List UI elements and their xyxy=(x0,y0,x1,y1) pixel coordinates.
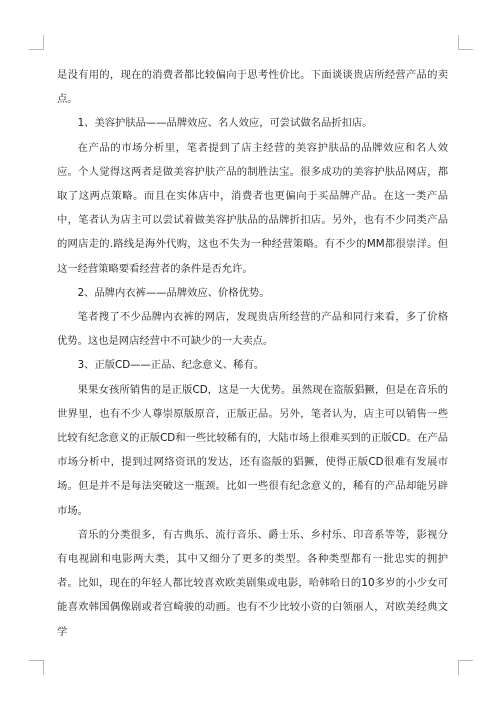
heading-cd: 3、正版CD——正品、纪念意义、稀有。 xyxy=(77,359,265,372)
crop-mark-top-left xyxy=(29,35,44,50)
paragraph-music-categories: 音乐的分类很多，有古典乐、流行音乐、爵士乐、乡村乐、印音系等等，影视分有电视剧和电影两大类，其中又细分了更多的类型。各种类型都有一批忠实的拥护者。比如，现在的年轻人都比较喜欢欧美剧集或电影，哈韩哈日的10多岁的小少女可能喜欢韩国偶像剧或者宫崎骏的动画。也有不少比较小资的白领丽人，对欧美经典文学 xyxy=(57,528,448,638)
heading-cosmetics: 1、美容护肤品——品牌效应、名人效应，可尝试做名品折扣店。 xyxy=(77,117,373,130)
crop-mark-bottom-right xyxy=(458,660,473,675)
paragraph-1: 是没有用的，现在的消费者都比较偏向于思考性价比。下面谈谈贵店所经营产品的卖点。 xyxy=(57,69,448,106)
paragraph-underwear: 笔者搜了不少品牌内衣裤的网店，发现贵店所经营的产品和同行来看，多了价格优势。这也是网店经营中不可缺少的一大卖点。 xyxy=(57,311,448,348)
heading-underwear: 2、品牌内衣裤——品牌效应、价格优势。 xyxy=(77,286,270,299)
crop-mark-bottom-left xyxy=(29,660,44,675)
crop-mark-top-right xyxy=(458,35,473,50)
paragraph-cosmetics: 在产品的市场分析里，笔者提到了店主经营的美容护肤品的品牌效应和名人效应。个人觉得这两者是做美容护肤产品的制胜法宝。很多成功的美容护肤品网店，都取了这两点策略。而且在实体店中，消费者也更偏向于买品牌产品。在这一类产品中，笔者认为店主可以尝试着做美容护肤品的品牌折扣店。另外，也有不少同类产品的网店走的.路线是海外代购，这也不失为一种经营策略。有不少的MM都很崇洋。但这一经营策略要看经营者的条件是否允许。 xyxy=(57,141,448,275)
document-body xyxy=(57,63,448,644)
paragraph-cd: 果果女孩所销售的是正版CD，这是一大优势。虽然现在盗版猖獗，但是在音乐的世界里，也有不少人尊崇原版原音，正版正品。另外，笔者认为，店主可以销售一些比较有纪念意义的正版CD和一些比较稀有的，大陆市场上很难买到的正版CD。在产品市场分析中，提到过网络资讯的发达，还有盗版的猖獗，使得正版CD很难有发展市场。但是并不是每法突破这一瓶颈。比如一些很有纪念意义的，稀有的产品却能另辟市场。 xyxy=(57,383,448,517)
